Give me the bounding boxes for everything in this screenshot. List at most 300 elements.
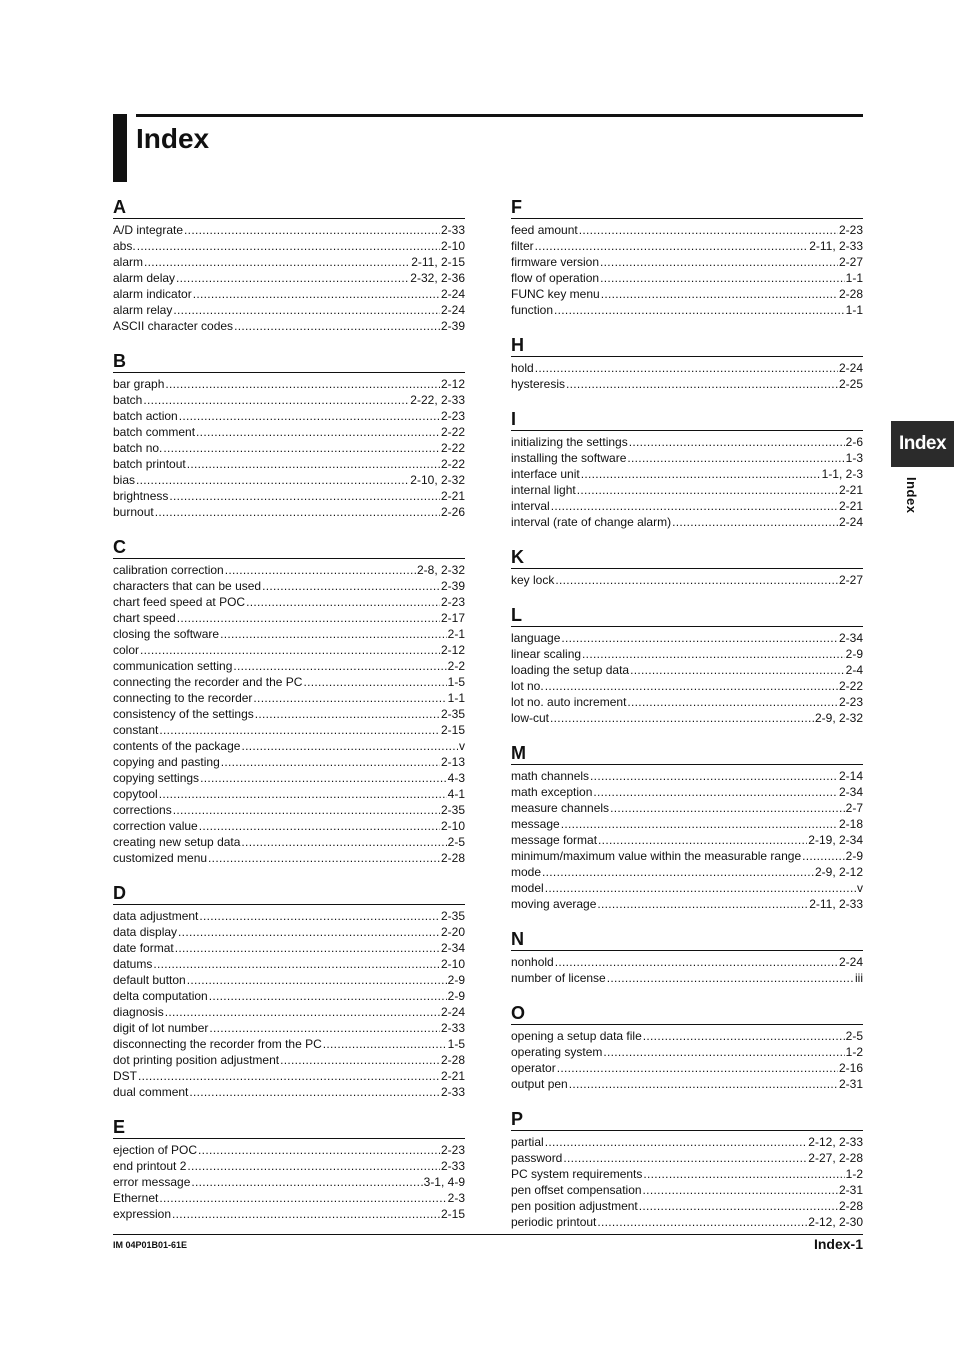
index-page-ref: 2-16 (838, 1061, 863, 1075)
dot-leader (581, 466, 821, 482)
index-term: error message (113, 1175, 191, 1189)
index-term: ASCII character codes (113, 319, 234, 333)
dot-leader (225, 562, 416, 578)
index-section-d (113, 880, 465, 1100)
index-entry[interactable] (113, 270, 465, 286)
dot-leader (561, 630, 838, 646)
index-page-ref: 2-22 (440, 457, 465, 471)
index-entry[interactable] (113, 392, 465, 408)
dot-leader (643, 1182, 838, 1198)
index-entry[interactable] (113, 578, 465, 594)
index-page-ref: 2-33 (440, 1159, 465, 1173)
index-term: dual comment (113, 1085, 189, 1099)
section-letter: H (511, 332, 863, 357)
index-entry[interactable] (511, 450, 863, 466)
dot-leader (566, 376, 838, 392)
index-page-ref: 3-1, 4-9 (423, 1175, 465, 1189)
index-term: alarm (113, 255, 144, 269)
index-entry[interactable] (113, 1158, 465, 1174)
index-entry[interactable] (511, 970, 863, 986)
index-page-ref: 2-33 (440, 1021, 465, 1035)
index-entry[interactable] (113, 1068, 465, 1084)
index-entry[interactable] (113, 642, 465, 658)
index-page-ref: 2-21 (838, 499, 863, 513)
index-term: function (511, 303, 554, 317)
index-page-ref: 2-5 (447, 835, 465, 849)
index-term: operating system (511, 1045, 603, 1059)
index-term: alarm indicator (113, 287, 192, 301)
index-term: correction value (113, 819, 198, 833)
index-entry[interactable] (113, 818, 465, 834)
dot-leader (176, 270, 409, 286)
index-entry[interactable] (511, 1076, 863, 1092)
index-term: number of license (511, 971, 606, 985)
index-term: abs. (113, 239, 136, 253)
index-entry[interactable] (511, 678, 863, 694)
index-page-ref: 1-5 (447, 675, 465, 689)
dot-leader (672, 514, 838, 530)
index-page-ref: 2-5 (845, 1029, 863, 1043)
index-entry[interactable] (113, 1020, 465, 1036)
index-entry[interactable] (113, 770, 465, 786)
index-page-ref: 2-26 (440, 505, 465, 519)
section-letter: L (511, 602, 863, 627)
dot-leader (550, 710, 814, 726)
dot-leader (600, 254, 838, 270)
index-page-ref: 2-23 (440, 595, 465, 609)
section-letter: N (511, 926, 863, 951)
index-entry[interactable] (511, 954, 863, 970)
index-entry[interactable] (511, 434, 863, 450)
index-page-ref: v (857, 881, 863, 895)
index-entry[interactable] (511, 238, 863, 254)
index-term: creating new setup data (113, 835, 241, 849)
index-term: constant (113, 723, 159, 737)
index-term: loading the setup data (511, 663, 630, 677)
index-term: color (113, 643, 140, 657)
index-term: bar graph (113, 377, 165, 391)
index-column-right (511, 194, 863, 1244)
title-bar-accent (113, 114, 127, 182)
index-page-ref: 2-12, 2-30 (808, 1215, 863, 1229)
index-entry[interactable] (113, 1206, 465, 1222)
index-term: filter (511, 239, 534, 253)
index-page-ref: 2-27 (838, 573, 863, 587)
dot-leader (639, 1198, 838, 1214)
dot-leader (607, 970, 854, 986)
index-entry[interactable] (113, 424, 465, 440)
index-term: message format (511, 833, 598, 847)
section-letter: O (511, 1000, 863, 1025)
dot-leader (545, 1134, 808, 1150)
footer-doc-id: IM 04P01B01-61E (113, 1240, 188, 1250)
index-page-ref: 2-31 (838, 1183, 863, 1197)
index-term: moving average (511, 897, 597, 911)
index-page-ref: 2-28 (440, 851, 465, 865)
index-term: linear scaling (511, 647, 582, 661)
index-term: dot printing position adjustment (113, 1053, 280, 1067)
index-term: data adjustment (113, 909, 199, 923)
index-page-ref: 4-3 (447, 771, 465, 785)
index-entry[interactable] (113, 594, 465, 610)
dot-leader (590, 768, 838, 784)
index-entry[interactable] (113, 318, 465, 334)
index-page-ref: 1-2 (845, 1045, 863, 1059)
index-page-ref: 1-1 (845, 271, 863, 285)
index-term: message (511, 817, 560, 831)
dot-leader (577, 482, 838, 498)
index-entry[interactable] (511, 1134, 863, 1150)
index-page-ref: 2-20 (440, 925, 465, 939)
index-entry[interactable] (511, 768, 863, 784)
dot-leader (187, 1158, 440, 1174)
dot-leader (209, 1020, 440, 1036)
index-page-ref: 1-5 (447, 1037, 465, 1051)
dot-leader (155, 504, 440, 520)
index-entry[interactable] (511, 466, 863, 482)
page-title: Index (136, 123, 210, 154)
dot-leader (535, 360, 838, 376)
index-entry[interactable] (511, 816, 863, 832)
dot-leader (643, 1166, 844, 1182)
index-page-ref: 2-31 (838, 1077, 863, 1091)
dot-leader (597, 1214, 807, 1230)
index-entry[interactable] (511, 254, 863, 270)
dot-leader (184, 222, 440, 238)
index-entry[interactable] (113, 1052, 465, 1068)
dot-leader (241, 834, 446, 850)
index-entry[interactable] (113, 1174, 465, 1190)
index-entry[interactable] (511, 1060, 863, 1076)
index-section-k (511, 544, 863, 588)
index-entry[interactable] (113, 786, 465, 802)
index-entry[interactable] (113, 802, 465, 818)
index-term: chart speed (113, 611, 176, 625)
index-term: partial (511, 1135, 544, 1149)
index-term: feed amount (511, 223, 578, 237)
index-term: brightness (113, 489, 169, 503)
index-page-ref: 2-24 (440, 287, 465, 301)
index-term: firmware version (511, 255, 600, 269)
index-entry[interactable] (113, 238, 465, 254)
index-page-ref: 2-24 (838, 361, 863, 375)
dot-leader (143, 392, 409, 408)
index-entry[interactable] (113, 1190, 465, 1206)
index-entry[interactable] (113, 286, 465, 302)
dot-leader (582, 646, 845, 662)
index-entry[interactable] (113, 908, 465, 924)
index-page-ref: 2-35 (440, 909, 465, 923)
dot-leader (627, 694, 838, 710)
index-term: chart feed speed at POC (113, 595, 246, 609)
index-page-ref: 2-4 (845, 663, 863, 677)
dot-leader (208, 850, 440, 866)
dot-leader (137, 238, 440, 254)
index-page-ref: 2-39 (440, 579, 465, 593)
index-page-ref: 2-27, 2-28 (808, 1151, 863, 1165)
index-entry[interactable] (113, 254, 465, 270)
index-page-ref: 2-10 (440, 819, 465, 833)
index-section-a (113, 194, 465, 334)
section-letter: A (113, 194, 465, 219)
index-term: connecting to the recorder (113, 691, 253, 705)
index-page-ref: 2-35 (440, 803, 465, 817)
index-entry[interactable] (113, 834, 465, 850)
index-page-ref: 2-2 (447, 659, 465, 673)
dot-leader (253, 690, 446, 706)
index-entry[interactable] (113, 1084, 465, 1100)
index-section-o (511, 1000, 863, 1092)
index-entry[interactable] (113, 658, 465, 674)
index-entry[interactable] (511, 222, 863, 238)
dot-leader (802, 848, 845, 864)
index-page-ref: 2-15 (440, 1207, 465, 1221)
index-entry[interactable] (113, 674, 465, 690)
index-term: PC system requirements (511, 1167, 643, 1181)
index-term: bias (113, 473, 136, 487)
index-section-e (113, 1114, 465, 1222)
dot-leader (629, 434, 845, 450)
index-page-ref: 2-24 (838, 515, 863, 529)
dot-leader (199, 818, 440, 834)
index-term: flow of operation (511, 271, 600, 285)
index-page-ref: 2-24 (440, 1005, 465, 1019)
index-term: ejection of POC (113, 1143, 198, 1157)
index-entry[interactable] (511, 662, 863, 678)
index-term: model (511, 881, 544, 895)
index-entry[interactable] (113, 504, 465, 520)
index-entry[interactable] (511, 572, 863, 588)
index-entry[interactable] (511, 1028, 863, 1044)
index-term: hold (511, 361, 534, 375)
index-term: expression (113, 1207, 172, 1221)
index-entry[interactable] (113, 408, 465, 424)
dot-leader (554, 302, 845, 318)
index-term: communication setting (113, 659, 233, 673)
index-term: diagnosis (113, 1005, 164, 1019)
index-entry[interactable] (511, 864, 863, 880)
index-term: opening a setup data file (511, 1029, 642, 1043)
index-page-ref: 2-23 (838, 695, 863, 709)
dot-leader (630, 662, 845, 678)
index-page-ref: 2-19, 2-34 (808, 833, 863, 847)
index-entry[interactable] (113, 722, 465, 738)
index-entry[interactable] (113, 610, 465, 626)
index-entry[interactable] (511, 646, 863, 662)
index-entry[interactable] (511, 832, 863, 848)
index-entry[interactable] (511, 630, 863, 646)
index-entry[interactable] (511, 360, 863, 376)
index-term: hysteresis (511, 377, 566, 391)
dot-leader (555, 954, 838, 970)
dot-leader (193, 286, 440, 302)
dot-leader (561, 816, 838, 832)
index-term: corrections (113, 803, 172, 817)
dot-leader (610, 800, 845, 816)
index-page-ref: 2-11, 2-33 (809, 897, 863, 911)
index-entry[interactable] (511, 482, 863, 498)
dot-leader (563, 1150, 807, 1166)
dot-leader (557, 1060, 838, 1076)
index-entry[interactable] (113, 956, 465, 972)
index-page-ref: 2-22 (440, 425, 465, 439)
dot-leader (535, 238, 809, 254)
index-entry[interactable] (113, 754, 465, 770)
section-letter: P (511, 1106, 863, 1131)
index-entry[interactable] (113, 940, 465, 956)
index-term: pen offset compensation (511, 1183, 642, 1197)
index-entry[interactable] (113, 222, 465, 238)
index-page-ref: 2-9 (447, 989, 465, 1003)
index-term: pen position adjustment (511, 1199, 638, 1213)
index-entry[interactable] (511, 270, 863, 286)
section-letter: E (113, 1114, 465, 1139)
index-page-ref: 2-23 (440, 409, 465, 423)
index-entry[interactable] (113, 850, 465, 866)
index-entry[interactable] (113, 1036, 465, 1052)
index-page-ref: 2-15 (440, 723, 465, 737)
index-entry[interactable] (511, 1150, 863, 1166)
index-entry[interactable] (113, 488, 465, 504)
dot-leader (178, 924, 440, 940)
index-entry[interactable] (511, 1198, 863, 1214)
index-page-ref: 2-33 (440, 223, 465, 237)
index-term: consistency of the settings (113, 707, 254, 721)
index-entry[interactable] (511, 1166, 863, 1182)
index-entry[interactable] (113, 302, 465, 318)
index-term: lot no. auto increment (511, 695, 627, 709)
index-term: digit of lot number (113, 1021, 209, 1035)
index-entry[interactable] (511, 880, 863, 896)
index-term: characters that can be used (113, 579, 262, 593)
index-term: customized menu (113, 851, 208, 865)
index-page-ref: 2-39 (440, 319, 465, 333)
dot-leader (280, 1052, 440, 1068)
index-section-i (511, 406, 863, 530)
dot-leader (246, 594, 440, 610)
index-entry[interactable] (511, 800, 863, 816)
index-entry[interactable] (113, 690, 465, 706)
dot-leader (165, 376, 440, 392)
index-page-ref: 2-9 (447, 973, 465, 987)
index-entry[interactable] (113, 972, 465, 988)
index-page-ref: 2-11, 2-33 (809, 239, 863, 253)
index-term: alarm relay (113, 303, 173, 317)
index-entry[interactable] (113, 440, 465, 456)
index-page-ref: 2-22 (440, 441, 465, 455)
index-term: output pen (511, 1077, 568, 1091)
index-page-ref: 2-21 (440, 489, 465, 503)
index-term: DST (113, 1069, 137, 1083)
index-page-ref: 2-27 (838, 255, 863, 269)
index-term: A/D integrate (113, 223, 184, 237)
dot-leader (603, 1044, 844, 1060)
index-entry[interactable] (511, 376, 863, 392)
index-term: key lock (511, 573, 555, 587)
index-entry[interactable] (113, 1142, 465, 1158)
dot-leader (542, 864, 814, 880)
index-term: language (511, 631, 561, 645)
index-entry[interactable] (113, 626, 465, 642)
index-term: contents of the package (113, 739, 241, 753)
index-entry[interactable] (113, 562, 465, 578)
index-entry[interactable] (511, 1044, 863, 1060)
index-entry[interactable] (113, 376, 465, 392)
index-term: minimum/maximum value within the measurable range (511, 849, 802, 863)
section-letter: M (511, 740, 863, 765)
index-term: mode (511, 865, 542, 879)
index-entry[interactable] (511, 896, 863, 912)
index-section-p (511, 1106, 863, 1230)
index-entry[interactable] (113, 1004, 465, 1020)
index-page-ref: 1-1 (447, 691, 465, 705)
index-entry[interactable] (511, 710, 863, 726)
index-term: datums (113, 957, 153, 971)
index-page-ref: 2-21 (440, 1069, 465, 1083)
index-term: copying and pasting (113, 755, 220, 769)
index-entry[interactable] (511, 784, 863, 800)
dot-leader (159, 1190, 446, 1206)
index-term: copying settings (113, 771, 200, 785)
section-letter: F (511, 194, 863, 219)
index-page-ref: 1-1, 2-3 (821, 467, 863, 481)
dot-leader (600, 270, 845, 286)
dot-leader (175, 940, 440, 956)
index-page-ref: 2-28 (838, 287, 863, 301)
dot-leader (233, 658, 446, 674)
index-page-ref: 2-10, 2-32 (410, 473, 465, 487)
index-term: math exception (511, 785, 593, 799)
index-entry[interactable] (511, 1214, 863, 1230)
index-page-ref: 1-2 (845, 1167, 863, 1181)
index-tab-vertical-label: Index (904, 477, 919, 514)
dot-leader (173, 302, 440, 318)
index-entry[interactable] (113, 924, 465, 940)
footer-page-number: Index-1 (813, 1236, 863, 1252)
index-entry[interactable] (511, 498, 863, 514)
index-tab[interactable]: Index (891, 421, 954, 467)
index-entry[interactable] (511, 514, 863, 530)
index-page-ref: 2-12 (440, 643, 465, 657)
index-section-h (511, 332, 863, 392)
index-page-ref: 1-1 (845, 303, 863, 317)
index-entry[interactable] (511, 1182, 863, 1198)
dot-leader (159, 722, 440, 738)
index-term: data display (113, 925, 178, 939)
index-entry[interactable] (511, 286, 863, 302)
index-page-ref: 2-7 (845, 801, 863, 815)
dot-leader (187, 972, 447, 988)
index-entry[interactable] (511, 848, 863, 864)
index-entry[interactable] (511, 302, 863, 318)
dot-leader (198, 1142, 440, 1158)
index-entry[interactable] (511, 694, 863, 710)
dot-leader (551, 498, 838, 514)
dot-leader (234, 318, 440, 334)
dot-leader (187, 456, 440, 472)
index-entry[interactable] (113, 988, 465, 1004)
dot-leader (209, 988, 447, 1004)
index-entry[interactable] (113, 738, 465, 754)
index-entry[interactable] (113, 456, 465, 472)
index-term: copytool (113, 787, 158, 801)
index-entry[interactable] (113, 706, 465, 722)
index-page-ref: 2-1 (447, 627, 465, 641)
index-entry[interactable] (113, 472, 465, 488)
dot-leader (163, 440, 440, 456)
index-term: password (511, 1151, 563, 1165)
dot-leader (545, 678, 838, 694)
